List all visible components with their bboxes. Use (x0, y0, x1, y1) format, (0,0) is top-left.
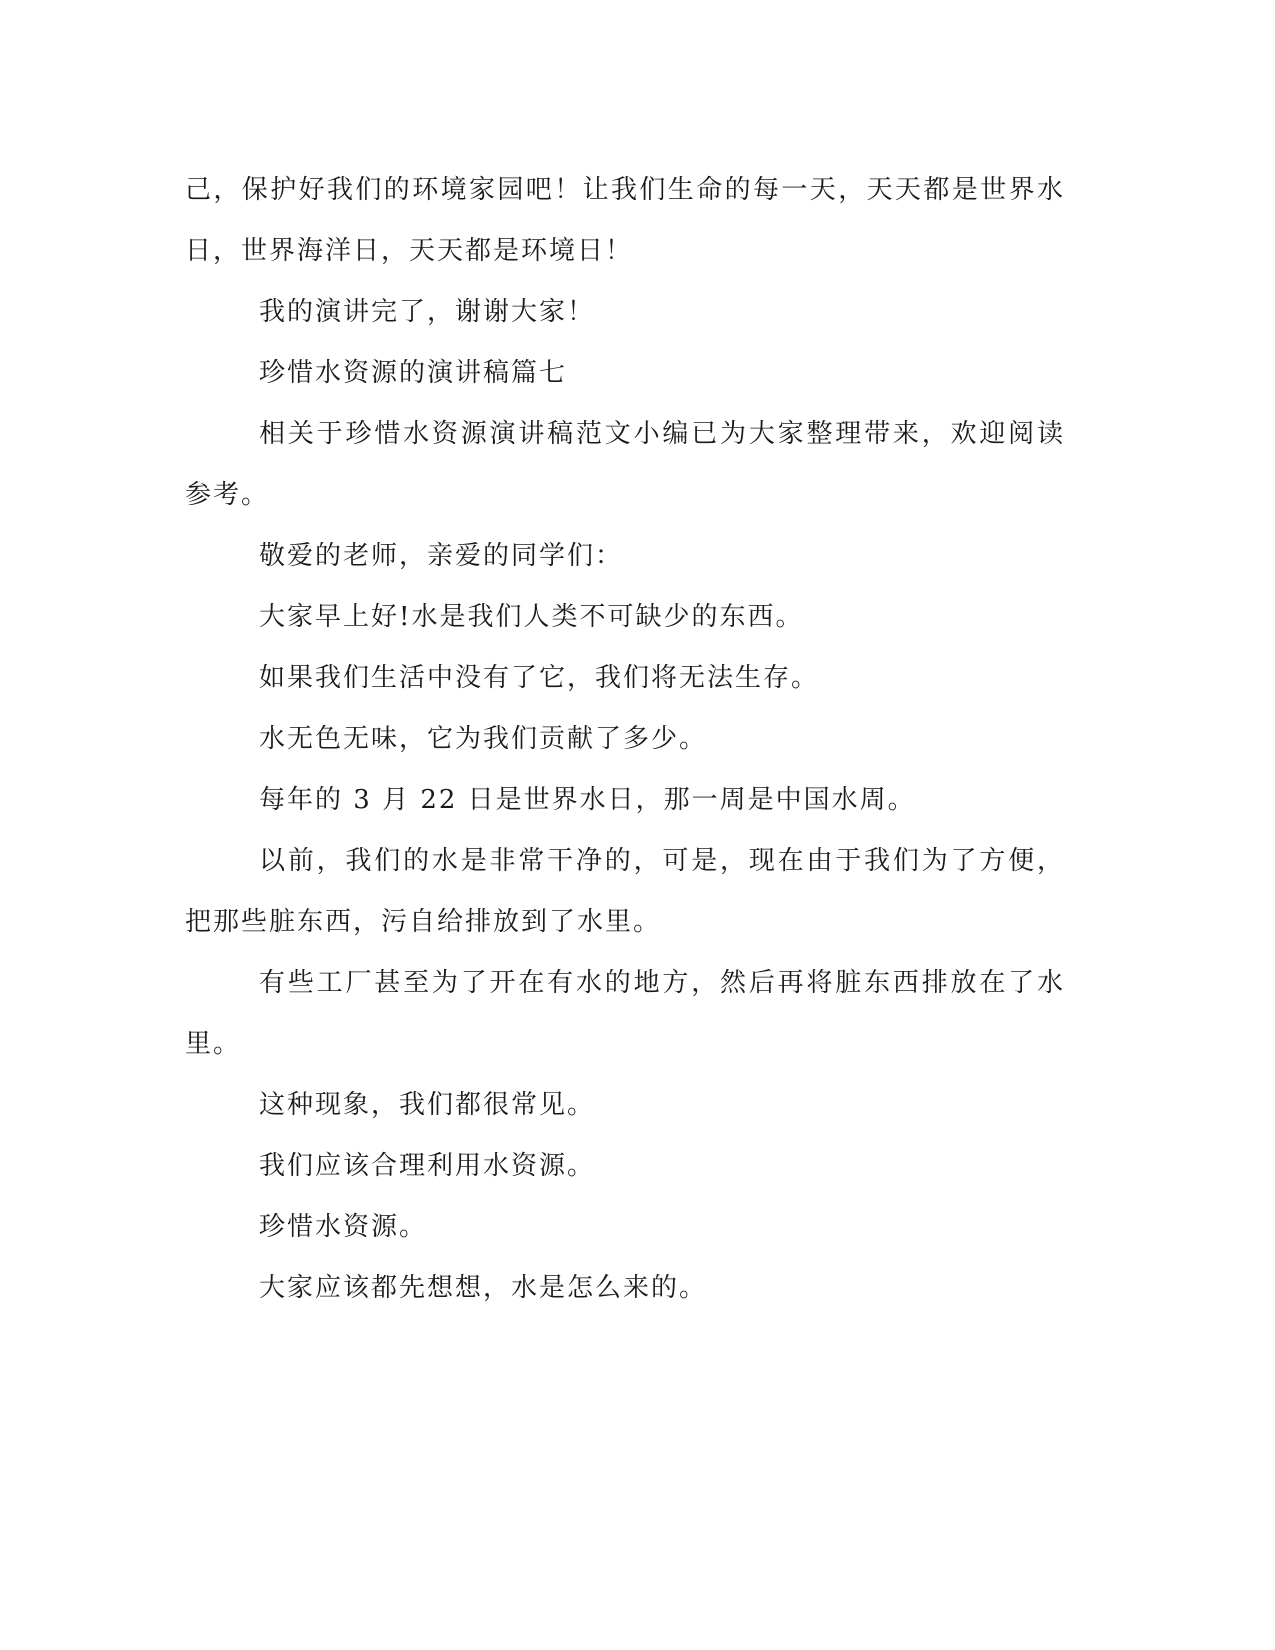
paragraph: 珍惜水资源。 (259, 1212, 428, 1242)
paragraph: 有些工厂甚至为了开在有水的地方，然后再将脏东西排放在了水里。 (185, 968, 1065, 1059)
paragraph-closing: 我的演讲完了，谢谢大家！ (259, 297, 596, 327)
paragraph-intro: 相关于珍惜水资源演讲稿范文小编已为大家整理带来，欢迎阅读参考。 (185, 419, 1065, 510)
paragraph: 大家应该都先想想，水是怎么来的。 (259, 1273, 708, 1303)
paragraph-salutation: 敬爱的老师，亲爱的同学们： (259, 541, 624, 571)
section-title: 珍惜水资源的演讲稿篇七 (259, 358, 568, 388)
paragraph: 每年的 3 月 22 日是世界水日，那一周是中国水周。 (259, 785, 916, 815)
paragraph: 我们应该合理利用水资源。 (259, 1151, 596, 1181)
document-body (185, 160, 1065, 1319)
paragraph: 以前，我们的水是非常干净的，可是，现在由于我们为了方便，把那些脏东西，污自给排放到了水里。 (185, 846, 1065, 937)
paragraph: 大家早上好!水是我们人类不可缺少的东西。 (259, 602, 804, 632)
paragraph: 水无色无味，它为我们贡献了多少。 (259, 724, 708, 754)
paragraph-continuation: 己，保护好我们的环境家园吧！让我们生命的每一天，天天都是世界水日，世界海洋日，天天都是环境日！ (185, 175, 1065, 266)
paragraph: 如果我们生活中没有了它，我们将无法生存。 (259, 663, 820, 693)
paragraph: 这种现象，我们都很常见。 (259, 1090, 596, 1120)
